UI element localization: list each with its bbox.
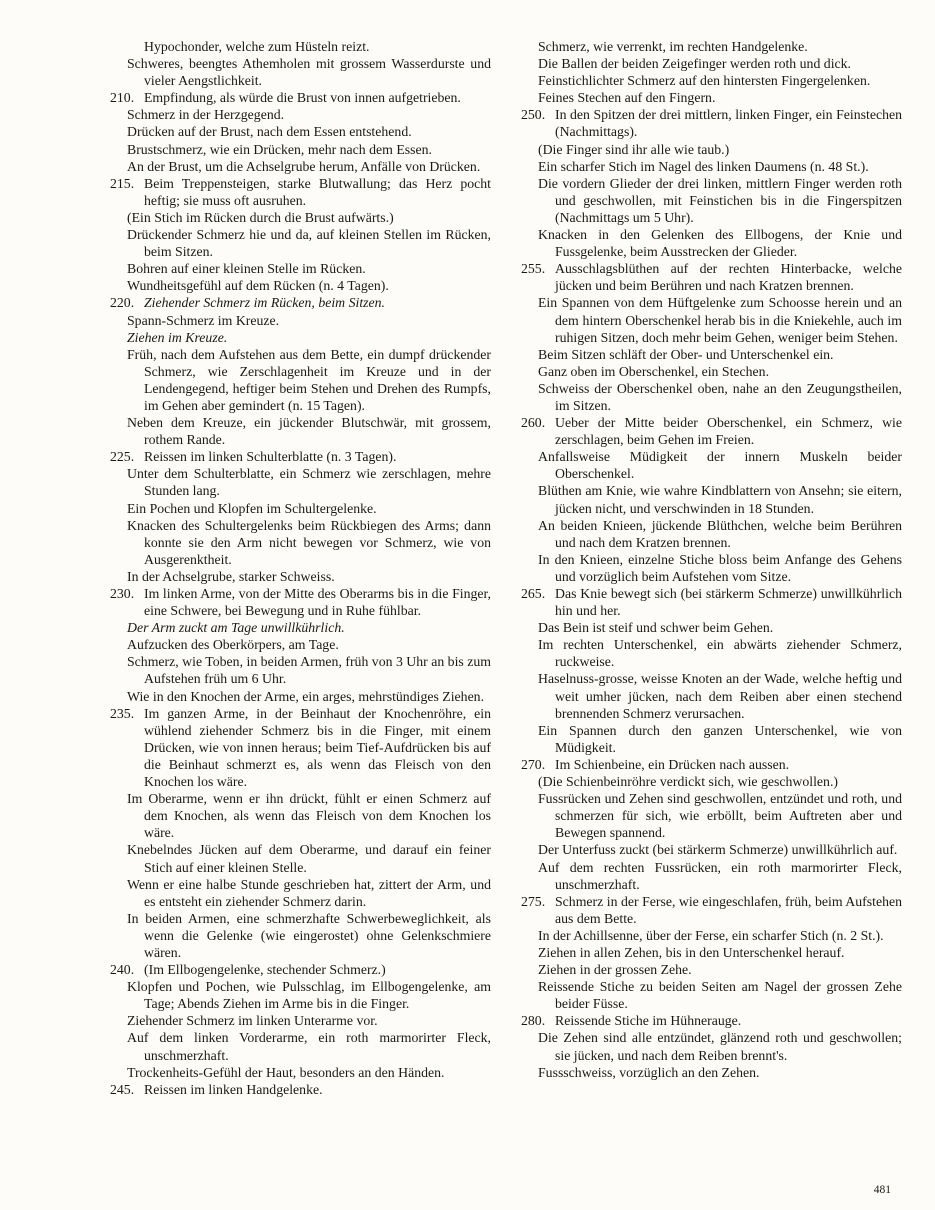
entry-text: Das Bein ist steif und schwer beim Gehen. [538,620,774,636]
symptom-entry [521,978,902,1012]
entry-text: Schmerz in der Herzgegend. [127,107,285,123]
entry-text: Schmerz, wie verrenkt, im rechten Handgelenke. [538,39,808,54]
symptom-entry [521,1064,902,1081]
entry-text: Reissen im linken Schulterblatte (n. 3 Tagen). [144,449,397,465]
symptom-entry [110,910,491,961]
symptom-entry [110,961,491,978]
symptom-entry [521,38,902,55]
symptom-entry [521,175,902,226]
symptom-entry [110,89,491,106]
symptom-entry [110,1081,491,1098]
symptom-entry [110,1029,491,1063]
symptom-entry [521,380,902,414]
entry-text: Im linken Arme, von der Mitte des Oberarms bis in die Finger, eine Schwere, bei Bewegung und in Ruhe fühlbar. [144,586,491,619]
entry-text: (Die Finger sind ihr alle wie taub.) [538,141,730,157]
entry-text: Knacken in den Gelenken des Ellbogens, der Knie und Fussgelenke, beim Ausstrecken der Glieder. [538,227,902,260]
entry-text: Ziehen im Kreuze. [127,329,228,345]
symptom-entry [521,72,902,89]
entry-text: Schweres, beengtes Athemholen mit grossem Wasserdurste und vieler Aengstlichkeit. [127,56,491,89]
entry-text: Die Ballen der beiden Zeigefinger werden roth und dick. [538,56,851,72]
entry-text: In der Achillsenne, über der Ferse, ein scharfer Stich (n. 2 St.). [538,927,884,943]
entry-text: Ziehen in allen Zehen, bis in den Unterschenkel herauf. [538,944,845,960]
entry-text: Aufzucken des Oberkörpers, am Tage. [127,637,339,653]
page-number: 481 [873,1184,891,1196]
symptom-entry [521,670,902,721]
entry-text: Das Knie bewegt sich (bei stärkerm Schmerze) unwillkührlich hin und her. [555,586,902,619]
entry-text: Auf dem rechten Fussrücken, ein roth marmorirter Fleck, unschmerzhaft. [538,859,902,892]
symptom-entry [521,841,902,858]
entry-text: Blüthen am Knie, wie wahre Kindblattern von Ansehn; sie eitern, jücken nicht, und verschwinden in 18 Stunden. [538,483,902,516]
symptom-entry [110,585,491,619]
entry-text: In der Achselgrube, starker Schweiss. [127,568,335,584]
symptom-entry [110,1064,491,1081]
entry-number: 220. [110,295,135,311]
symptom-entry [521,773,902,790]
entry-text: Ausschlagsblüthen auf der rechten Hinterbacke, welche jücken und beim Berühren und nach Kratzen brennen. [555,261,902,294]
entry-number: 270. [521,756,546,772]
entry-text: Schmerz, wie Toben, in beiden Armen, früh von 3 Uhr an bis zum Aufstehen früh um 6 Uhr. [127,654,491,687]
entry-text: In beiden Armen, eine schmerzhafte Schwerbeweglichkeit, als wenn die Gelenke (wie eingerostet) ohne Gelenkschmiere wären. [127,910,491,960]
entry-text: Im ganzen Arme, in der Beinhaut der Knochenröhre, ein wühlend ziehender Schmerz bis in die Finger, mit einem Drücken, wie von innen heraus; beim Tief-Aufdrücken bis auf die Beinhaut schmerzt es, als wenn das Fleisch von den Knochen los wäre. [144,705,491,790]
entry-text: Wundheitsgefühl auf dem Rücken (n. 4 Tagen). [127,278,389,294]
entry-text: Drückender Schmerz hie und da, auf kleinen Stellen im Rücken, beim Sitzen. [127,227,491,260]
entry-text: (Ein Stich im Rücken durch die Brust aufwärts.) [127,209,394,225]
symptom-entry [521,961,902,978]
symptom-entry [521,1012,902,1029]
entry-text: Die Zehen sind alle entzündet, glänzend roth und geschwollen; sie jücken, und nach dem Reiben brennt's. [538,1030,902,1063]
text-column-left [110,38,491,1098]
entry-text: Neben dem Kreuze, ein jückender Blutschwär, mit grossem, rothem Rande. [127,415,491,448]
symptom-entry [521,448,902,482]
entry-text: Hypochonder, welche zum Hüsteln reizt. [144,39,370,54]
entry-text: Klopfen und Pochen, wie Pulsschlag, im Ellbogengelenke, am Tage; Abends Ziehen im Arme bis in die Finger. [127,979,491,1012]
entry-text: Unter dem Schulterblatte, ein Schmerz wie zerschlagen, mehre Stunden lang. [127,466,491,499]
entry-number: 230. [110,586,135,601]
symptom-entry [110,226,491,260]
symptom-entry [110,38,491,55]
symptom-entry [110,500,491,517]
symptom-entry [521,106,902,140]
entry-number: 255. [521,261,546,277]
entry-number: 225. [110,449,135,465]
entry-number: 210. [110,90,135,106]
symptom-entry [110,106,491,123]
symptom-entry [521,141,902,158]
entry-text: Im rechten Unterschenkel, ein abwärts ziehender Schmerz, ruckweise. [538,637,902,670]
symptom-entry [521,790,902,841]
entry-number: 260. [521,415,546,431]
symptom-entry [110,175,491,209]
entry-number: 280. [521,1013,546,1029]
symptom-entry [110,619,491,636]
entry-text: In den Spitzen der drei mittlern, linken Finger, ein Feinstechen (Nachmittags). [555,107,902,140]
symptom-entry [521,226,902,260]
symptom-entry [521,756,902,773]
symptom-entry [521,55,902,72]
entry-number: 250. [521,107,546,123]
symptom-entry [521,89,902,106]
entry-text: Auf dem linken Vorderarme, ein roth marmorirter Fleck, unschmerzhaft. [127,1030,491,1063]
entry-text: Schweiss der Oberschenkel oben, nahe an den Zeugungstheilen, im Sitzen. [538,380,902,413]
entry-text: Beim Sitzen schläft der Ober- und Unterschenkel ein. [538,346,834,362]
entry-number: 215. [110,175,135,191]
symptom-entry [110,705,491,790]
symptom-entry [521,722,902,756]
symptom-entry [521,517,902,551]
symptom-entry [521,1029,902,1063]
entry-text: Fussrücken und Zehen sind geschwollen, entzündet und roth, und schmerzen für sich, wie erböllt, beim Auftreten aber und Bewegen spannend. [538,791,902,841]
entry-text: Empfindung, als würde die Brust von innen aufgetrieben. [144,90,461,106]
entry-text: (Die Schienbeinröhre verdickt sich, wie geschwollen.) [538,774,838,790]
symptom-entry [521,944,902,961]
entry-text: Drücken auf der Brust, nach dem Essen entstehend. [127,124,412,140]
entry-number: 235. [110,705,135,721]
entry-text: In den Knieen, einzelne Stiche bloss beim Anfange des Gehens und vorzüglich beim Aufstehen vom Sitze. [538,551,902,584]
symptom-entry [110,123,491,140]
symptom-entry [521,294,902,345]
symptom-entry [110,688,491,705]
entry-text: Früh, nach dem Aufstehen aus dem Bette, ein dumpf drückender Schmerz, wie Zerschlagenheit im Kreuze und in der Lendengegend, heftiger beim Stehen und Drehen des Rumpfs, im Gehen aber gemindert (n. 15 Tagen). [127,346,491,413]
symptom-entry [110,158,491,175]
symptom-entry [110,1012,491,1029]
symptom-entry [521,482,902,516]
entry-text: Trockenheits-Gefühl der Haut, besonders an den Händen. [127,1064,445,1080]
symptom-entry [521,619,902,636]
symptom-entry [110,329,491,346]
entry-text: Ziehender Schmerz im Rücken, beim Sitzen. [144,295,386,311]
entry-text: Ueber der Mitte beider Oberschenkel, ein Schmerz, wie zerschlagen, beim Gehen im Freien. [555,415,902,448]
entry-text: Brustschmerz, wie ein Drücken, mehr nach dem Essen. [127,141,432,157]
entry-text: An beiden Knieen, jückende Blüthchen, welche beim Berühren und nach dem Kratzen brennen. [538,517,902,550]
symptom-entry [110,978,491,1012]
entry-text: Im Schienbeine, ein Drücken nach aussen. [555,756,790,772]
symptom-entry [110,568,491,585]
symptom-entry [521,893,902,927]
entry-text: Anfallsweise Müdigkeit der innern Muskeln beider Oberschenkel. [538,449,902,482]
symptom-entry [110,465,491,499]
symptom-entry [521,585,902,619]
entry-text: Reissen im linken Handgelenke. [144,1081,323,1097]
entry-text: Knebelndes Jücken auf dem Oberarme, und darauf ein feiner Stich auf einer kleinen Stelle. [127,842,491,875]
entry-text: Beim Treppensteigen, starke Blutwallung; das Herz pocht heftig; sie muss oft ausruhen. [144,175,491,208]
symptom-entry [521,636,902,670]
entry-text: Feinstichlichter Schmerz auf den hintersten Fingergelenken. [538,73,871,89]
entry-text: Schmerz in der Ferse, wie eingeschlafen, früh, beim Aufstehen aus dem Bette. [555,893,902,926]
entry-text: Spann-Schmerz im Kreuze. [127,312,280,328]
symptom-entry [110,790,491,841]
entry-text: Feines Stechen auf den Fingern. [538,90,716,106]
symptom-entry [110,448,491,465]
entry-text: Reissende Stiche im Hühnerauge. [555,1013,742,1029]
entry-text: (Im Ellbogengelenke, stechender Schmerz.) [144,962,386,978]
entry-text: Wenn er eine halbe Stunde geschrieben hat, zittert der Arm, und es entsteht ein ziehender Schmerz darin. [127,876,491,909]
entry-text: Im Oberarme, wenn er ihn drückt, fühlt er einen Schmerz auf dem Knochen, als wenn das Fleisch von dem Knochen los wäre. [127,791,491,841]
symptom-entry [110,141,491,158]
entry-text: Bohren auf einer kleinen Stelle im Rücken. [127,261,366,277]
symptom-entry [110,636,491,653]
symptom-entry [110,876,491,910]
symptom-entry [110,414,491,448]
entry-text: Ganz oben im Oberschenkel, ein Stechen. [538,363,770,379]
entry-text: An der Brust, um die Achselgrube herum, Anfälle von Drücken. [127,158,481,174]
entry-text: Der Unterfuss zuckt (bei stärkerm Schmerze) unwillkührlich auf. [538,842,898,858]
entry-number: 265. [521,586,546,601]
symptom-entry [521,859,902,893]
symptom-entry [110,277,491,294]
entry-number: 275. [521,893,546,909]
symptom-entry [110,346,491,414]
symptom-entry [110,653,491,687]
symptom-entry [521,260,902,294]
symptom-entry [110,55,491,89]
symptom-entry [521,158,902,175]
symptom-entry [521,363,902,380]
entry-text: Ziehen in der grossen Zehe. [538,962,692,978]
entry-text: Wie in den Knochen der Arme, ein arges, mehrstündiges Ziehen. [127,688,485,704]
entry-text: Der Arm zuckt am Tage unwillkührlich. [127,620,345,636]
entry-text: Fussschweiss, vorzüglich an den Zehen. [538,1064,760,1080]
symptom-entry [521,346,902,363]
entry-text: Ein Spannen durch den ganzen Unterschenkel, wie von Müdigkeit. [538,722,902,755]
entry-text: Ein Spannen von dem Hüftgelenke zum Schoosse herein und an dem hintern Oberschenkel herab bis in die Kniekehle, auch im ruhigen Sitzen, doch mehr beim Gehen, weniger beim Stehen. [538,295,902,345]
text-column-right [521,38,902,1098]
symptom-entry [110,294,491,311]
entry-text: Ziehender Schmerz im linken Unterarme vor. [127,1013,378,1029]
entry-number: 245. [110,1081,135,1097]
entry-text: Knacken des Schultergelenks beim Rückbiegen des Arms; dann konnte sie den Arm nicht bewegen vor Schmerz, wie von Ausgerenktheit. [127,517,491,567]
symptom-entry [110,841,491,875]
symptom-entry [521,414,902,448]
entry-number: 240. [110,962,135,978]
symptom-entry [110,312,491,329]
symptom-entry [521,551,902,585]
entry-text: Reissende Stiche zu beiden Seiten am Nagel der grossen Zehe beider Füsse. [538,979,902,1012]
entry-text: Ein Pochen und Klopfen im Schultergelenke. [127,500,377,516]
entry-text: Die vordern Glieder der drei linken, mittlern Finger werden roth und geschwollen, mit Feinstichen bis in die Fingerspitzen (Nachmittags um 5 Uhr). [538,175,902,225]
symptom-entry [110,209,491,226]
symptom-entry [110,260,491,277]
entry-text: Haselnuss-grosse, weisse Knoten an der Wade, welche heftig und weit umher jücken, nach dem Reiben aber einen stechend brennenden Schmerz verursachen. [538,671,902,721]
entry-text: Ein scharfer Stich im Nagel des linken Daumens (n. 48 St.). [538,158,869,174]
symptom-entry [110,517,491,568]
symptom-entry [521,927,902,944]
